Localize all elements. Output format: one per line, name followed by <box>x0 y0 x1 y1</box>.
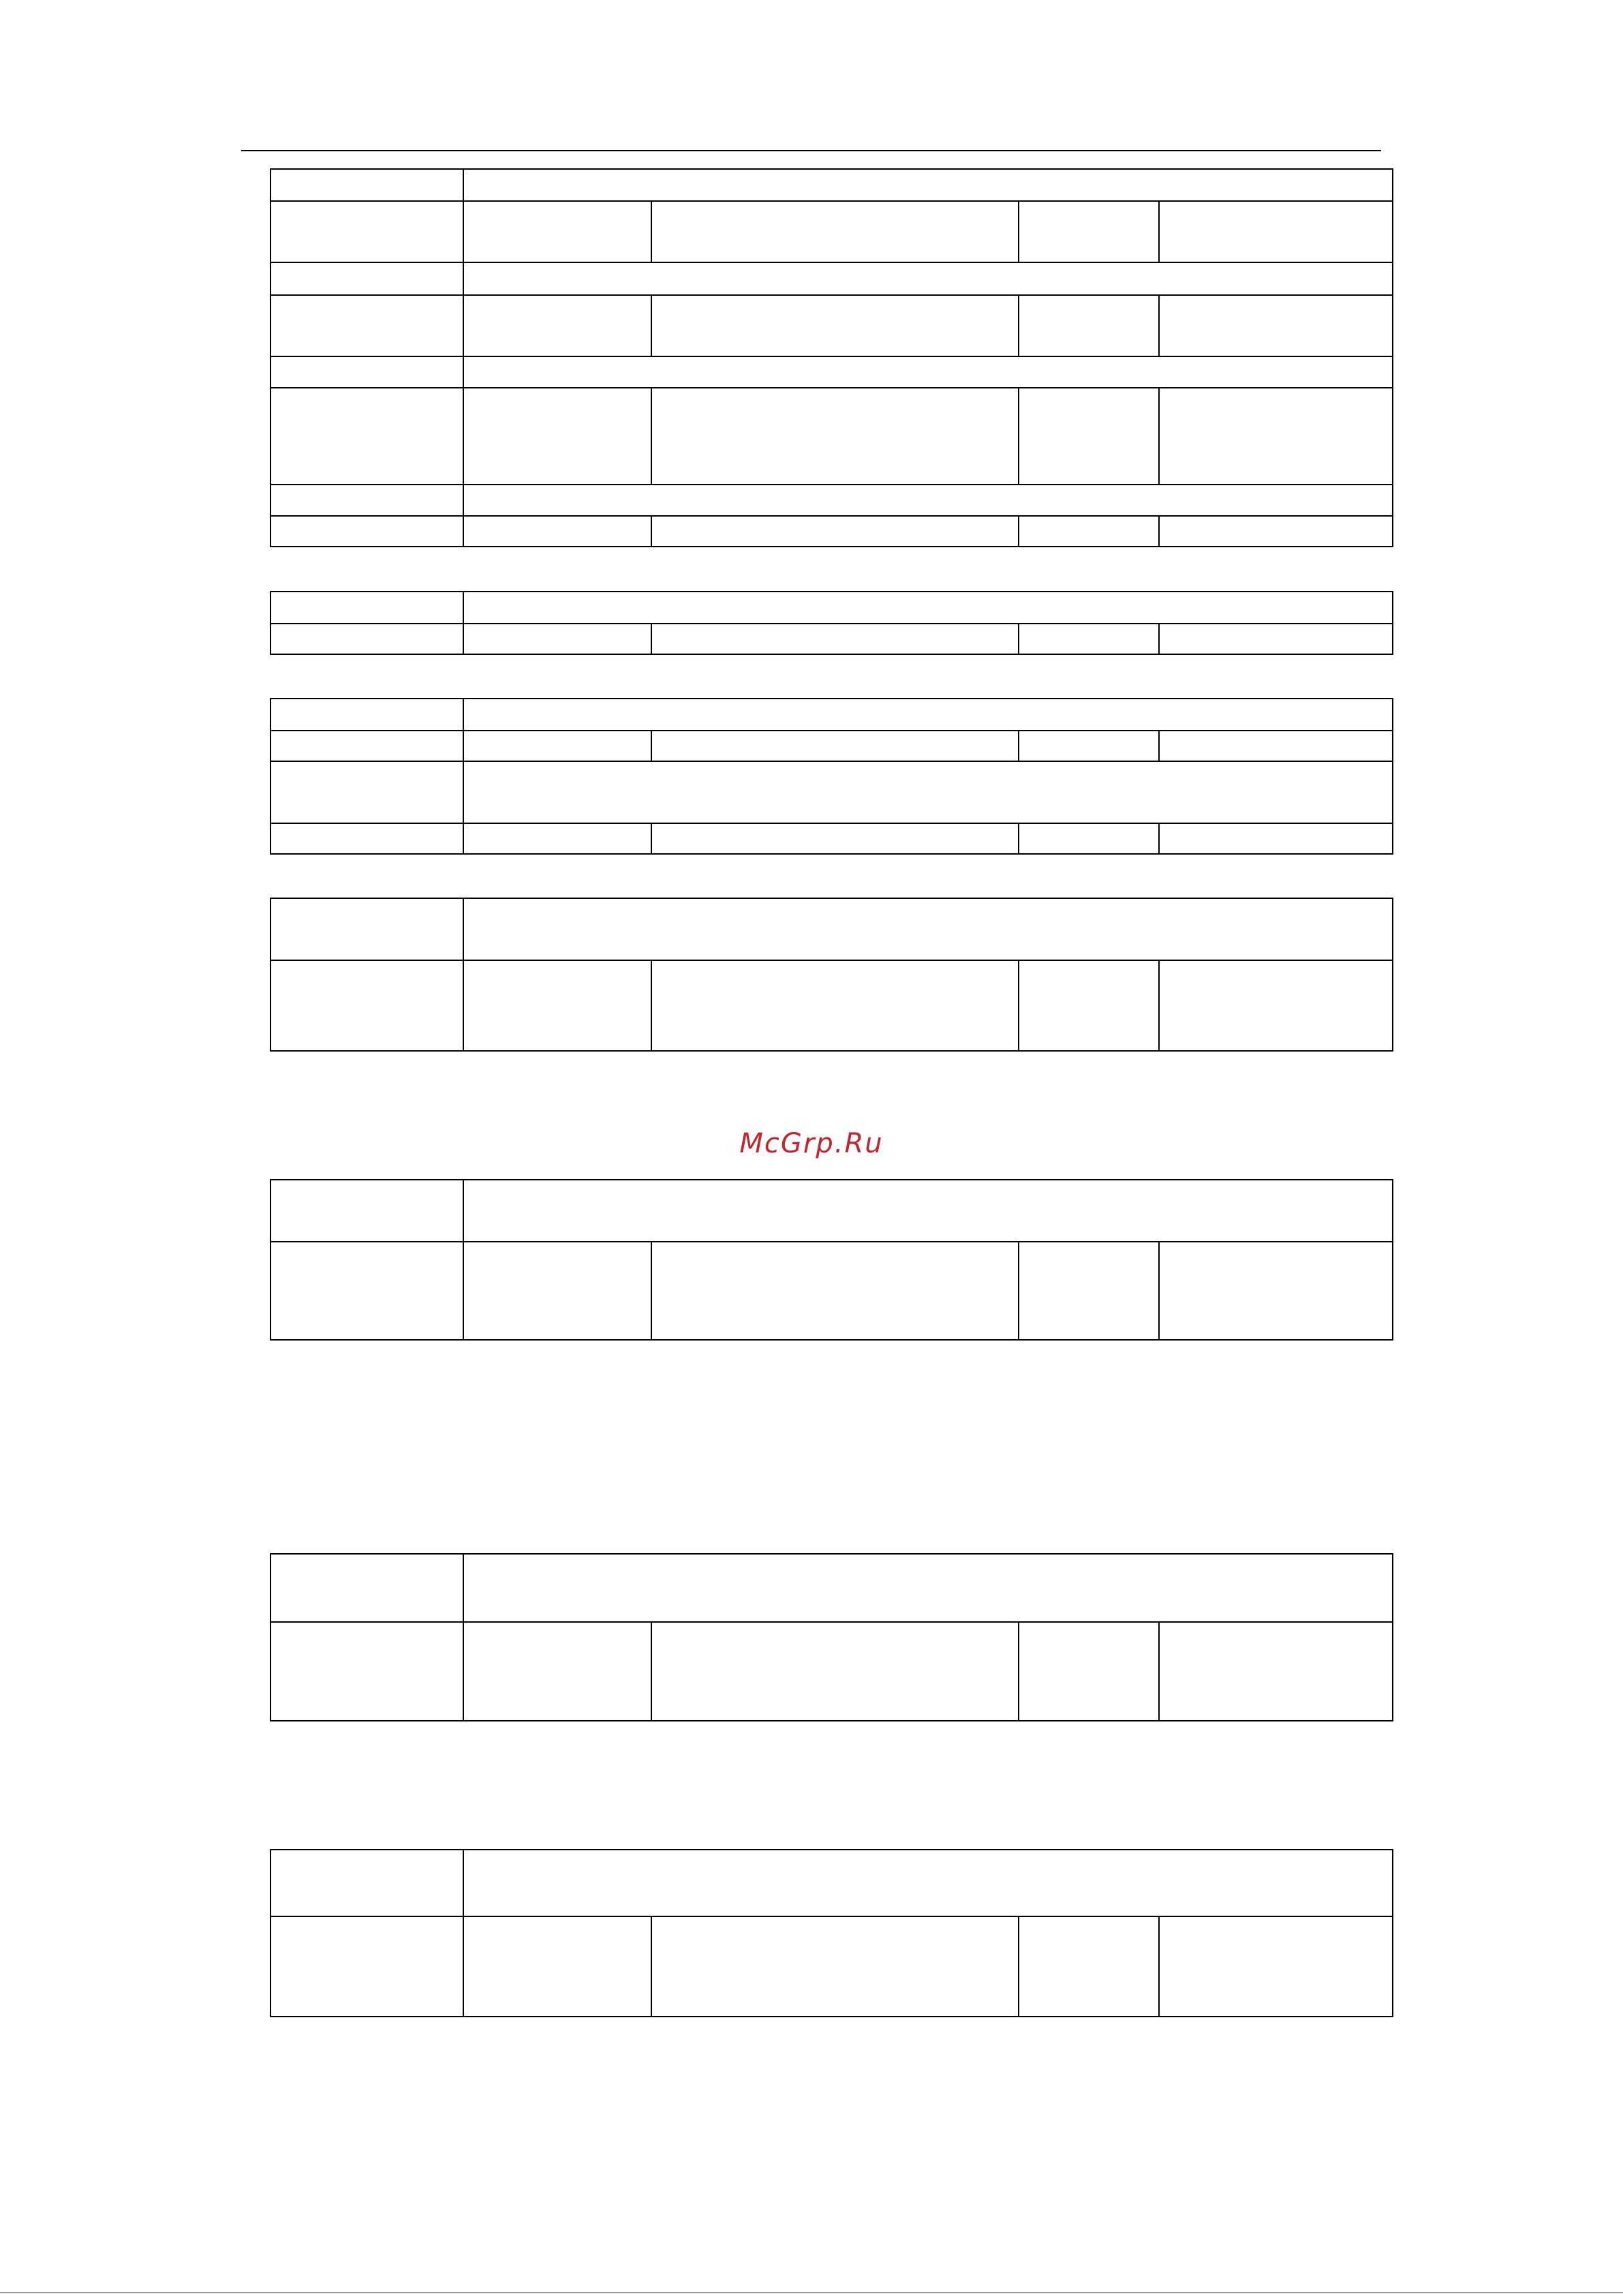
table-cell <box>270 823 463 854</box>
table-cell <box>270 485 463 516</box>
table-cell <box>463 485 1393 516</box>
table-cell <box>1019 201 1159 262</box>
table-cell <box>463 1622 651 1721</box>
table-cell <box>270 356 463 388</box>
table-cell <box>463 262 1393 295</box>
table-cell <box>651 1622 1019 1721</box>
table-cell <box>1019 1242 1159 1340</box>
table-cell <box>1019 516 1159 547</box>
table-row <box>270 1622 1393 1721</box>
table-row <box>270 1180 1393 1242</box>
table-row <box>270 262 1393 295</box>
table-cell <box>463 699 1393 731</box>
table-cell <box>463 1180 1393 1242</box>
table-cell <box>1159 960 1393 1051</box>
table-cell <box>651 295 1019 356</box>
table-row <box>270 1850 1393 1916</box>
table-cell <box>270 295 463 356</box>
table-cell <box>651 1242 1019 1340</box>
table-cell <box>270 1554 463 1622</box>
table-cell <box>270 761 463 823</box>
table-cell <box>1159 295 1393 356</box>
table-cell <box>463 960 651 1051</box>
table-row <box>270 356 1393 388</box>
table-row <box>270 295 1393 356</box>
table-cell <box>1019 1622 1159 1721</box>
table-cell <box>463 898 1393 960</box>
table-cell <box>651 960 1019 1051</box>
table-row <box>270 898 1393 960</box>
table-cell <box>1159 201 1393 262</box>
table-row <box>270 169 1393 201</box>
table-cell <box>270 388 463 485</box>
table-cell <box>463 624 651 654</box>
table-cell <box>651 731 1019 761</box>
table-cell <box>1019 731 1159 761</box>
table-cell <box>651 516 1019 547</box>
table-cell <box>463 356 1393 388</box>
table-cell <box>1019 624 1159 654</box>
table-cell <box>1019 1916 1159 2017</box>
table-row <box>270 1916 1393 2017</box>
spec-table-3 <box>270 698 1393 855</box>
spec-table-1 <box>270 168 1393 547</box>
table-cell <box>1159 823 1393 854</box>
table-cell <box>270 592 463 624</box>
table-cell <box>651 823 1019 854</box>
table-cell <box>463 388 651 485</box>
spec-table-4 <box>270 898 1393 1052</box>
table-cell <box>463 1850 1393 1916</box>
table-cell <box>1159 516 1393 547</box>
table-row <box>270 731 1393 761</box>
spec-table-7 <box>270 1849 1393 2017</box>
table-cell <box>1159 1916 1393 2017</box>
table-row <box>270 516 1393 547</box>
footer-rule <box>0 2292 1623 2293</box>
table-row <box>270 1554 1393 1622</box>
table-cell <box>270 1622 463 1721</box>
table-cell <box>1159 1622 1393 1721</box>
table-row <box>270 624 1393 654</box>
table-cell <box>270 169 463 201</box>
table-row <box>270 485 1393 516</box>
table-row <box>270 1242 1393 1340</box>
table-cell <box>1019 960 1159 1051</box>
table-cell <box>270 1242 463 1340</box>
table-cell <box>463 761 1393 823</box>
table-cell <box>651 624 1019 654</box>
table-cell <box>463 731 651 761</box>
table-cell <box>270 516 463 547</box>
table-cell <box>1019 388 1159 485</box>
table-row <box>270 201 1393 262</box>
table-cell <box>270 731 463 761</box>
spec-table-5 <box>270 1179 1393 1341</box>
table-cell <box>270 960 463 1051</box>
watermark-text: McGrp.Ru <box>739 1128 884 1159</box>
table-row <box>270 823 1393 854</box>
table-cell <box>651 388 1019 485</box>
table-cell <box>270 1180 463 1242</box>
table-cell <box>270 1916 463 2017</box>
table-cell <box>270 201 463 262</box>
table-cell <box>1159 624 1393 654</box>
table-cell <box>651 1916 1019 2017</box>
table-cell <box>1159 731 1393 761</box>
header-rule <box>241 150 1381 151</box>
table-row <box>270 699 1393 731</box>
table-cell <box>270 699 463 731</box>
table-cell <box>270 1850 463 1916</box>
table-cell <box>463 1242 651 1340</box>
spec-table-6 <box>270 1553 1393 1721</box>
table-cell <box>651 201 1019 262</box>
table-cell <box>270 624 463 654</box>
table-cell <box>463 1554 1393 1622</box>
spec-table-2 <box>270 591 1393 655</box>
table-cell <box>463 201 651 262</box>
table-row <box>270 761 1393 823</box>
table-cell <box>463 823 651 854</box>
table-cell <box>463 592 1393 624</box>
table-cell <box>270 262 463 295</box>
table-cell <box>463 295 651 356</box>
table-row <box>270 592 1393 624</box>
table-cell <box>463 169 1393 201</box>
table-row <box>270 388 1393 485</box>
table-cell <box>270 898 463 960</box>
table-cell <box>463 516 651 547</box>
table-cell <box>1159 388 1393 485</box>
table-cell <box>1159 1242 1393 1340</box>
table-cell <box>1019 295 1159 356</box>
table-cell <box>463 1916 651 2017</box>
table-cell <box>1019 823 1159 854</box>
table-row <box>270 960 1393 1051</box>
